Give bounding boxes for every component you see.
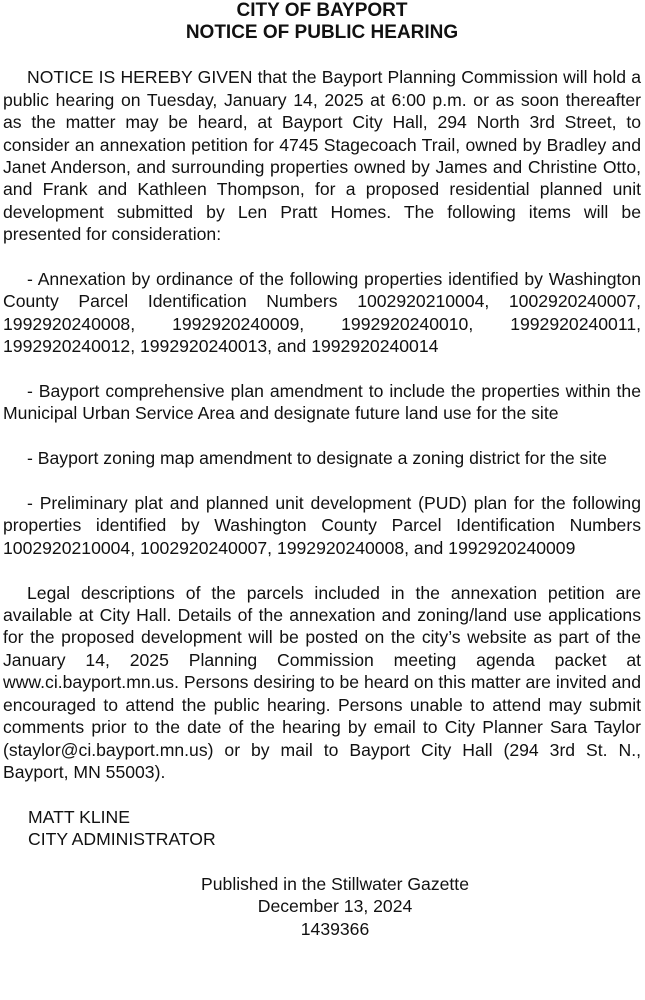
signatory-title: CITY ADMINISTRATOR xyxy=(28,829,216,850)
item-preliminary-plat: - Preliminary plat and planned unit development (PUD) plan for the following properties identified by Washington County Parcel Identification Numbers 1002920210004, 1002920240007, 1992920240008, and 1992920240009 xyxy=(3,493,641,558)
spacer xyxy=(3,851,641,873)
publication-number: 1439366 xyxy=(300,918,370,939)
spacer xyxy=(3,246,641,268)
notice-heading: NOTICE OF PUBLIC HEARING xyxy=(185,22,459,43)
intro-paragraph: NOTICE IS HEREBY GIVEN that the Bayport Planning Commission will hold a public hearing on Tuesday, January 14, 2025 at 6:00 p.m. or as soon thereafter as the matter may be heard, at Bayport City Hall, 294 North 3rd Street, to consider an annexation petition for 4745 Stagecoach Trail, owned by Bradley and Janet Anderson, and surrounding properties owned by James and Christine Otto, and Frank and Kathleen Thompson, for a proposed residential planned unit development submitted by Len Pratt Homes. The following items will be presented for consideration: xyxy=(3,67,641,245)
notice-city-title: CITY OF BAYPORT xyxy=(236,0,408,21)
item-comprehensive-plan: - Bayport comprehensive plan amendment to include the properties within the Municipal Urban Service Area and designate future land use for the site xyxy=(3,381,641,424)
signatory-name: MATT KLINE xyxy=(28,806,130,827)
publication-date: December 13, 2024 xyxy=(257,896,413,917)
spacer xyxy=(3,470,641,492)
spacer xyxy=(3,559,641,581)
spacer xyxy=(3,783,641,805)
publication-line: Published in the Stillwater Gazette xyxy=(201,873,469,894)
spacer xyxy=(3,358,641,380)
spacer xyxy=(3,44,641,66)
legal-descriptions-paragraph: Legal descriptions of the parcels included in the annexation petition are available at City Hall. Details of the annexation and zoning/land use applications for the proposed development will be posted on the city’s website as part of the January 14, 2025 Planning Commission meeting agenda packet at www.ci.bayport.mn.us. Persons desiring to be heard on this matter are invited and encouraged to attend the public hearing. Persons unable to attend may submit comments prior to the date of the hearing by email to City Planner Sara Taylor (staylor@ci.bayport.mn.us) or by mail to Bayport City Hall (294 3rd St. N., Bayport, MN 55003). xyxy=(3,582,641,782)
spacer xyxy=(3,425,641,447)
item-zoning-map: - Bayport zoning map amendment to designate a zoning district for the site xyxy=(27,448,607,469)
item-annexation: - Annexation by ordinance of the following properties identified by Washington County Parcel Identification Numbers 1002920210004, 1002920240007, 1992920240008, 1992920240009, 1992920240010, 1992920240011, 1992920240012, 1992920240013, and 1992920240014 xyxy=(3,269,641,357)
